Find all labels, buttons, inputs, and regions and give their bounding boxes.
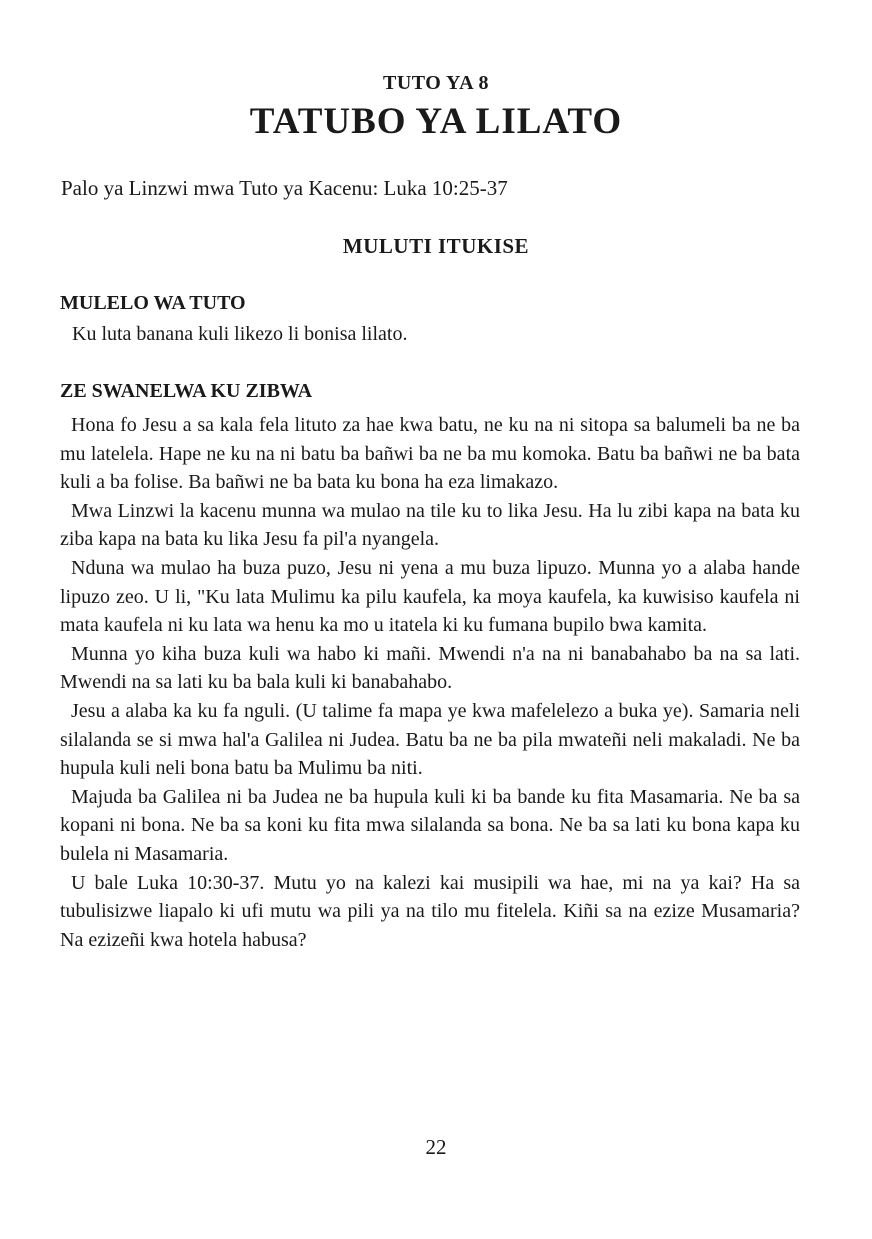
page-number: 22 [425, 1135, 447, 1159]
scripture-reading: Palo ya Linzwi mwa Tuto ya Kacenu: Luka 10:25-37 [61, 176, 508, 200]
paragraph: Nduna wa mulao ha buza puzo, Jesu ni yena a mu buza lipuzo. Munna yo a alaba hande lipuzo zeo. U li, "Ku lata Mulimu ka pilu kaufela, ka moya kaufela, ka kuwisiso kaufela ni mata kaufela ni ku lata wa henu ka mo u itatela ki ku fumana bupilo bwa kamita. [60, 556, 800, 637]
aim-text: Ku luta banana kuli likezo li bonisa lilato. [72, 323, 408, 345]
paragraph: Majuda ba Galilea ni ba Judea ne ba hupula kuli ki ba bande ku fita Masamaria. Ne ba sa kopani ni bona. Ne ba sa koni ku fita mwa silalanda sa bona. Ne ba sa lati ku bona kapa ku bulela ni Masamaria. [60, 785, 800, 865]
section-subtitle: MULUTI ITUKISE [342, 234, 530, 258]
background-heading: ZE SWANELWA KU ZIBWA [60, 380, 313, 402]
aim-heading: MULELO WA TUTO [60, 292, 246, 314]
lesson-label: TUTO YA 8 [382, 72, 490, 94]
background-body [60, 411, 800, 954]
paragraph: Jesu a alaba ka ku fa nguli. (U talime fa mapa ye kwa mafelelezo a buka ye). Samaria neli silalanda se si mwa hal'a Galilea ni Judea. Batu ba ne ba pila mwateñi neli makaladi. Ne ba hupula kuli neli bona batu ba Mulimu ba niti. [60, 699, 800, 780]
paragraph: Munna yo kiha buza kuli wa habo ki mañi. Mwendi n'a na ni banabahabo ba na sa lati. Mwendi na sa lati ku ba bala kuli ki banabahabo. [60, 642, 800, 694]
paragraph: U bale Luka 10:30-37. Mutu yo na kalezi kai musipili wa hae, mi na ya kai? Ha sa tubulisizwe liapalo ki ufi mutu wa pili ya na tilo mu fitelela. Kiñi sa na ezize Musamaria? Na ezizeñi kwa hotela habusa? [60, 871, 800, 951]
paragraph: Mwa Linzwi la kacenu munna wa mulao na tile ku to lika Jesu. Ha lu zibi kapa na bata ku ziba kapa na bata ku lika Jesu fa pil'a nyangela. [60, 499, 800, 551]
page-title: TATUBO YA LILATO [249, 101, 623, 142]
paragraph: Hona fo Jesu a sa kala fela lituto za hae kwa batu, ne ku na ni sitopa sa balumeli ba ne ba mu latelela. Hape ne ku na ni batu ba bañwi ba ne ba mu komoka. Batu ba bañwi ne ba bata kuli a ba folise. Ba bañwi ne ba bata ku bona ha eza limakazo. [60, 414, 800, 494]
